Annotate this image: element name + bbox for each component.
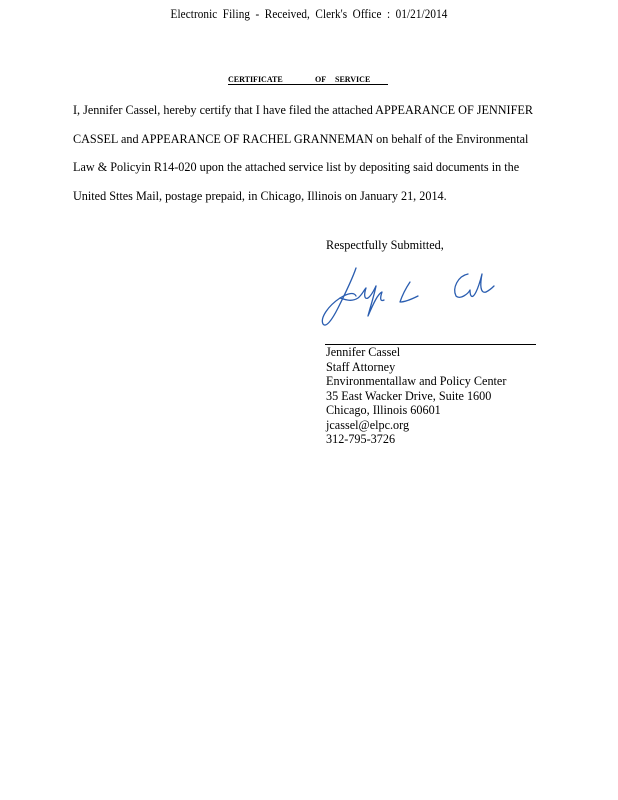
signer-phone: 312-795-3726 xyxy=(326,432,396,446)
signer-title: Staff Attorney xyxy=(326,359,396,374)
paragraph-line: CASSEL and APPEARANCE OF RACHEL GRANNEMAN on behalf of the Environmental xyxy=(73,131,529,146)
heading-word-of: OF xyxy=(315,75,327,84)
filing-stamp: Electronic Filing - Received, Clerk's Office : 01/21/2014 xyxy=(170,6,448,21)
address-line-1: 35 East Wacker Drive, Suite 1600 xyxy=(326,388,492,403)
signer-name: Jennifer Cassel xyxy=(326,345,401,359)
paragraph-line: Law & Policyin R14-020 upon the attached service list by depositing said documents in the xyxy=(73,160,520,174)
closing-salutation: Respectfully Submitted, xyxy=(326,238,444,252)
paragraph-line: I, Jennifer Cassel, hereby certify that I have filed the attached APPEARANCE OF JENNIFER xyxy=(73,103,533,117)
signer-organization: Environmentallaw and Policy Center xyxy=(326,374,507,388)
handwritten-signature xyxy=(318,262,498,334)
certification-paragraph xyxy=(73,96,593,210)
heading-word-service: SERVICE xyxy=(335,75,371,84)
signer-email: jcassel@elpc.org xyxy=(326,417,410,432)
paragraph-line: United Sttes Mail, postage prepaid, in Chicago, Illinois on January 21, 2014. xyxy=(73,188,447,203)
address-line-2: Chicago, Illinois 60601 xyxy=(326,403,441,417)
document-heading xyxy=(228,75,388,85)
signature-block xyxy=(326,345,506,447)
heading-word-certificate: CERTIFICATE xyxy=(228,75,283,84)
